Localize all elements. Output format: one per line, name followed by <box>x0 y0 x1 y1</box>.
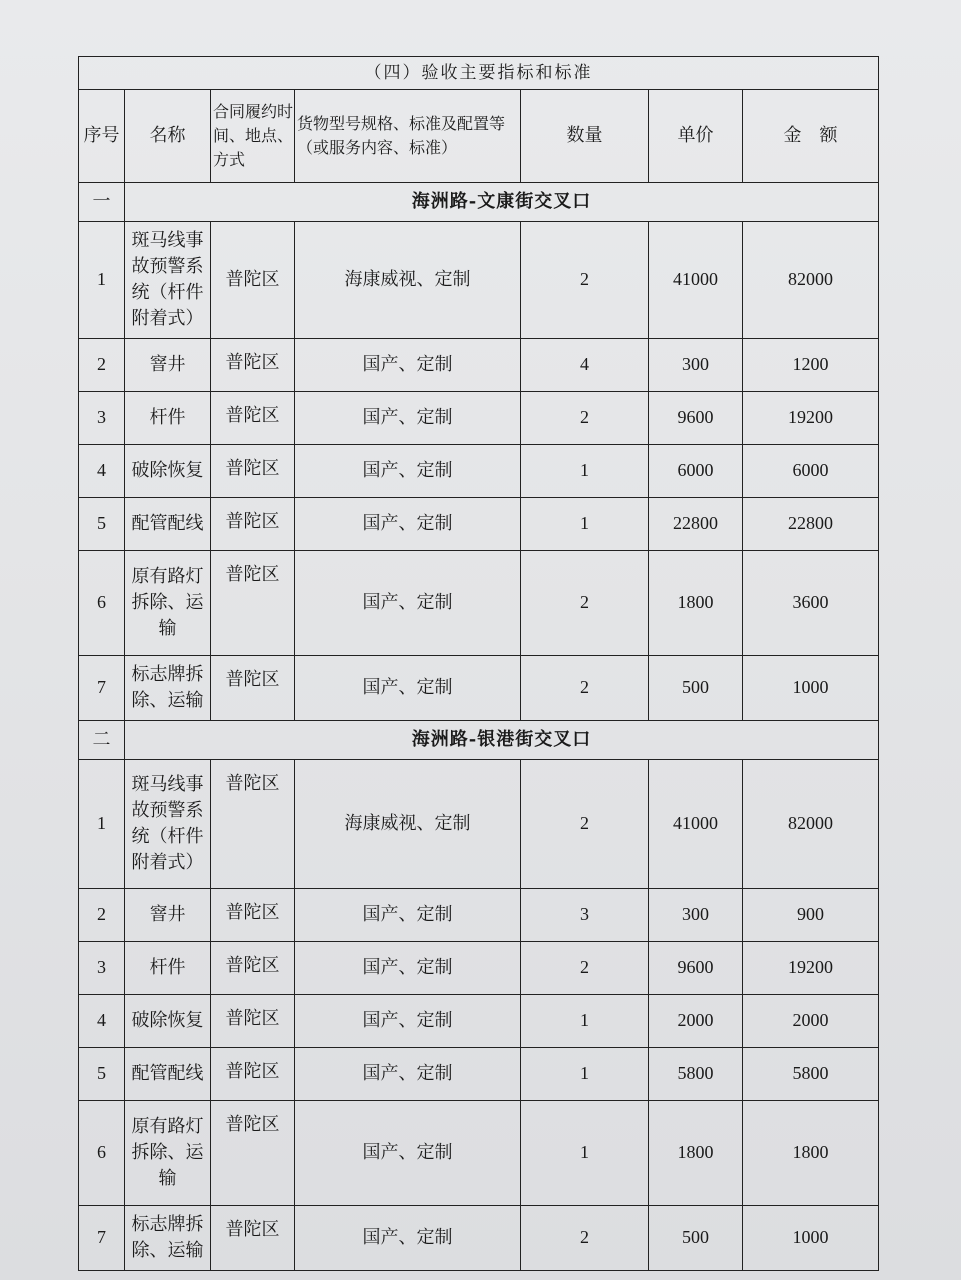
item-unit-price: 41000 <box>649 760 743 889</box>
item-seq: 4 <box>79 995 125 1048</box>
header-contract-time: 合同履约时间、地点、方式 <box>211 90 295 183</box>
item-name: 杆件 <box>125 942 211 995</box>
item-seq: 2 <box>79 889 125 942</box>
item-name: 原有路灯拆除、运输 <box>125 1101 211 1206</box>
item-name: 斑马线事故预警系统（杆件附着式） <box>125 222 211 339</box>
item-location: 普陀区 <box>211 656 295 721</box>
item-amount: 3600 <box>743 551 879 656</box>
item-name: 标志牌拆除、运输 <box>125 656 211 721</box>
item-amount: 82000 <box>743 222 879 339</box>
item-location: 普陀区 <box>211 222 295 339</box>
table-row <box>79 1048 879 1101</box>
table-row <box>79 222 879 339</box>
item-location: 普陀区 <box>211 1101 295 1206</box>
item-name: 破除恢复 <box>125 995 211 1048</box>
section-row <box>79 183 879 222</box>
item-amount: 19200 <box>743 942 879 995</box>
item-quantity: 2 <box>521 942 649 995</box>
item-amount: 900 <box>743 889 879 942</box>
item-unit-price: 300 <box>649 339 743 392</box>
item-unit-price: 6000 <box>649 445 743 498</box>
item-seq: 7 <box>79 1206 125 1271</box>
item-amount: 1000 <box>743 1206 879 1271</box>
table-row <box>79 445 879 498</box>
item-location: 普陀区 <box>211 445 295 498</box>
item-spec: 国产、定制 <box>295 942 521 995</box>
item-name: 窨井 <box>125 339 211 392</box>
item-amount: 82000 <box>743 760 879 889</box>
acceptance-table <box>78 56 879 1271</box>
item-seq: 4 <box>79 445 125 498</box>
item-seq: 3 <box>79 942 125 995</box>
item-spec: 国产、定制 <box>295 392 521 445</box>
section-index: 一 <box>79 183 125 222</box>
item-amount: 6000 <box>743 445 879 498</box>
item-seq: 5 <box>79 498 125 551</box>
item-quantity: 2 <box>521 392 649 445</box>
item-unit-price: 9600 <box>649 942 743 995</box>
item-amount: 1000 <box>743 656 879 721</box>
table-row <box>79 1101 879 1206</box>
table-row <box>79 1206 879 1271</box>
table-row <box>79 760 879 889</box>
item-name: 标志牌拆除、运输 <box>125 1206 211 1271</box>
table-row <box>79 889 879 942</box>
item-seq: 5 <box>79 1048 125 1101</box>
item-seq: 6 <box>79 551 125 656</box>
item-location: 普陀区 <box>211 889 295 942</box>
item-unit-price: 1800 <box>649 1101 743 1206</box>
item-unit-price: 1800 <box>649 551 743 656</box>
item-name: 杆件 <box>125 392 211 445</box>
item-amount: 1200 <box>743 339 879 392</box>
item-location: 普陀区 <box>211 551 295 656</box>
item-spec: 国产、定制 <box>295 445 521 498</box>
item-unit-price: 2000 <box>649 995 743 1048</box>
item-location: 普陀区 <box>211 1048 295 1101</box>
section-title: 海洲路-银港街交叉口 <box>125 721 879 760</box>
item-location: 普陀区 <box>211 498 295 551</box>
item-quantity: 2 <box>521 222 649 339</box>
item-spec: 海康威视、定制 <box>295 760 521 889</box>
header-row <box>79 90 879 183</box>
table-row <box>79 551 879 656</box>
item-quantity: 2 <box>521 760 649 889</box>
item-unit-price: 500 <box>649 656 743 721</box>
item-seq: 6 <box>79 1101 125 1206</box>
item-quantity: 2 <box>521 656 649 721</box>
item-quantity: 1 <box>521 1101 649 1206</box>
item-amount: 5800 <box>743 1048 879 1101</box>
item-spec: 国产、定制 <box>295 551 521 656</box>
item-spec: 国产、定制 <box>295 889 521 942</box>
item-amount: 2000 <box>743 995 879 1048</box>
item-unit-price: 41000 <box>649 222 743 339</box>
section-index: 二 <box>79 721 125 760</box>
section-title: 海洲路-文康街交叉口 <box>125 183 879 222</box>
table-row <box>79 339 879 392</box>
item-location: 普陀区 <box>211 995 295 1048</box>
item-amount: 1800 <box>743 1101 879 1206</box>
header-quantity: 数量 <box>521 90 649 183</box>
item-spec: 国产、定制 <box>295 656 521 721</box>
section-row <box>79 721 879 760</box>
item-location: 普陀区 <box>211 760 295 889</box>
item-seq: 3 <box>79 392 125 445</box>
table-row <box>79 942 879 995</box>
item-quantity: 1 <box>521 498 649 551</box>
item-spec: 海康威视、定制 <box>295 222 521 339</box>
item-name: 破除恢复 <box>125 445 211 498</box>
item-location: 普陀区 <box>211 392 295 445</box>
item-name: 配管配线 <box>125 498 211 551</box>
item-unit-price: 500 <box>649 1206 743 1271</box>
item-unit-price: 9600 <box>649 392 743 445</box>
item-quantity: 2 <box>521 551 649 656</box>
item-quantity: 2 <box>521 1206 649 1271</box>
item-unit-price: 300 <box>649 889 743 942</box>
item-spec: 国产、定制 <box>295 1048 521 1101</box>
header-name: 名称 <box>125 90 211 183</box>
table-title: （四）验收主要指标和标准 <box>79 57 879 90</box>
item-amount: 22800 <box>743 498 879 551</box>
header-unit-price: 单价 <box>649 90 743 183</box>
item-name: 原有路灯拆除、运输 <box>125 551 211 656</box>
item-spec: 国产、定制 <box>295 1206 521 1271</box>
item-location: 普陀区 <box>211 942 295 995</box>
item-seq: 7 <box>79 656 125 721</box>
header-seq: 序号 <box>79 90 125 183</box>
item-amount: 19200 <box>743 392 879 445</box>
item-quantity: 4 <box>521 339 649 392</box>
item-spec: 国产、定制 <box>295 339 521 392</box>
item-location: 普陀区 <box>211 1206 295 1271</box>
item-name: 窨井 <box>125 889 211 942</box>
header-spec: 货物型号规格、标准及配置等（或服务内容、标准） <box>295 90 521 183</box>
item-location: 普陀区 <box>211 339 295 392</box>
table-row <box>79 498 879 551</box>
item-spec: 国产、定制 <box>295 995 521 1048</box>
table-row <box>79 392 879 445</box>
item-unit-price: 5800 <box>649 1048 743 1101</box>
item-name: 配管配线 <box>125 1048 211 1101</box>
item-seq: 2 <box>79 339 125 392</box>
item-quantity: 1 <box>521 995 649 1048</box>
table-row <box>79 656 879 721</box>
item-quantity: 1 <box>521 1048 649 1101</box>
table-row <box>79 995 879 1048</box>
item-seq: 1 <box>79 760 125 889</box>
item-quantity: 1 <box>521 445 649 498</box>
item-name: 斑马线事故预警系统（杆件附着式） <box>125 760 211 889</box>
item-spec: 国产、定制 <box>295 1101 521 1206</box>
item-seq: 1 <box>79 222 125 339</box>
item-unit-price: 22800 <box>649 498 743 551</box>
item-spec: 国产、定制 <box>295 498 521 551</box>
item-quantity: 3 <box>521 889 649 942</box>
header-amount: 金 额 <box>743 90 879 183</box>
